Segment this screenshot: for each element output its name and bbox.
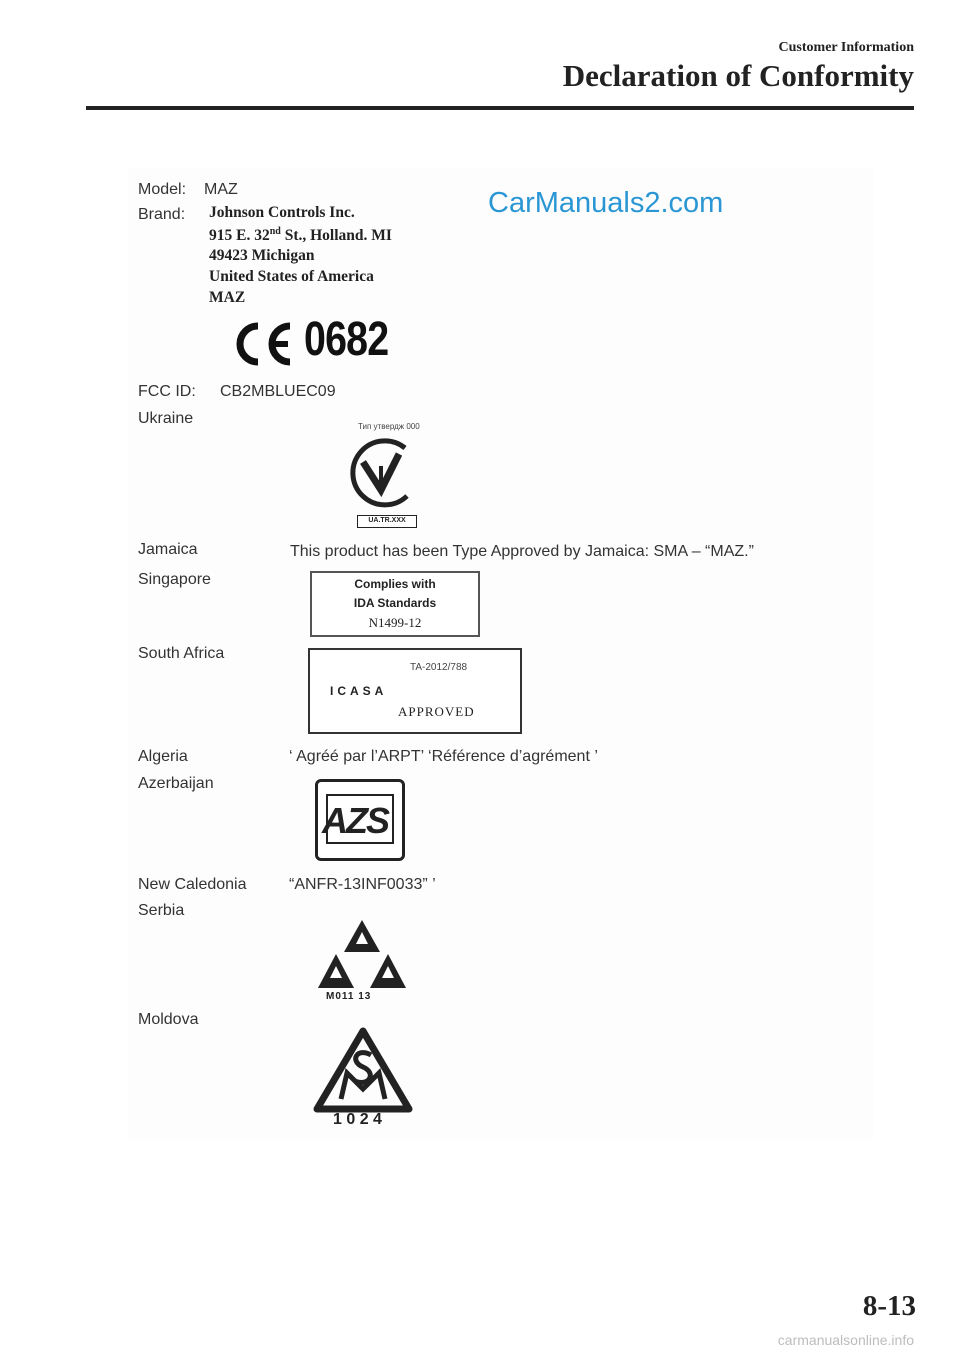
jamaica-statement: This product has been Type Approved by Jamaica: SMA – “MAZ.” xyxy=(290,543,754,560)
ukraine-conformity-icon xyxy=(343,432,423,514)
ce-mark-icon xyxy=(228,320,296,368)
south-africa-label: South Africa xyxy=(138,645,225,662)
model-label: Model: xyxy=(138,181,187,198)
section-title: Customer Information xyxy=(778,40,914,55)
brand-company: Johnson Controls Inc. xyxy=(209,204,355,221)
watermark-text: CarManuals2.com xyxy=(488,187,724,219)
ukraine-band: UA.TR.XXX xyxy=(357,515,417,528)
jamaica-label: Jamaica xyxy=(138,541,198,558)
footer-watermark: carmanualsonline.info xyxy=(777,1332,914,1348)
moldova-label: Moldova xyxy=(138,1011,199,1028)
ukraine-caption: Тип утвердж 000 xyxy=(358,422,420,431)
brand-label: Brand: xyxy=(138,206,186,223)
ida-line-2: IDA Standards xyxy=(353,596,437,610)
model-value: MAZ xyxy=(204,181,238,198)
serbia-triangles-icon xyxy=(318,918,406,990)
header-rule xyxy=(86,106,914,110)
brand-street: 915 E. 32nd St., Holland. MI xyxy=(209,226,392,245)
icasa-approval-label xyxy=(308,648,522,734)
ida-compliance-label xyxy=(310,571,480,637)
fcc-label: FCC ID: xyxy=(138,383,196,400)
serbia-label: Serbia xyxy=(138,902,185,919)
moldova-code: 1 0 2 4 xyxy=(333,1111,382,1128)
moldova-sm-icon xyxy=(313,1027,413,1113)
azs-logo-text: AZS xyxy=(322,800,388,841)
brand-state: 49423 Michigan xyxy=(209,247,315,264)
icasa-org: ICASA xyxy=(330,684,388,698)
ukraine-label: Ukraine xyxy=(138,410,194,427)
azs-logo-icon xyxy=(315,779,405,861)
algeria-statement: ‘ Agréé par l’ARPT’ ‘Référence d’agrément ’ xyxy=(289,748,598,765)
ida-line-1: Complies with xyxy=(354,577,436,591)
icasa-code: TA-2012/788 xyxy=(410,662,468,673)
notified-body-number: 0682 xyxy=(304,313,389,366)
azerbaijan-label: Azerbaijan xyxy=(138,775,214,792)
algeria-label: Algeria xyxy=(138,748,188,765)
brand-model: MAZ xyxy=(209,289,246,306)
fcc-id: CB2MBLUEC09 xyxy=(220,383,336,400)
page-number: 8-13 xyxy=(862,1290,916,1322)
new-caledonia-code: “ANFR-13INF0033” ’ xyxy=(289,876,436,893)
serbia-code: M011 13 xyxy=(326,991,372,1002)
page-title: Declaration of Conformity xyxy=(562,58,914,93)
new-caledonia-label: New Caledonia xyxy=(138,876,247,893)
icasa-status: APPROVED xyxy=(398,704,475,719)
brand-country: United States of America xyxy=(209,268,374,285)
singapore-label: Singapore xyxy=(138,571,211,588)
ida-number: N1499-12 xyxy=(368,615,422,630)
